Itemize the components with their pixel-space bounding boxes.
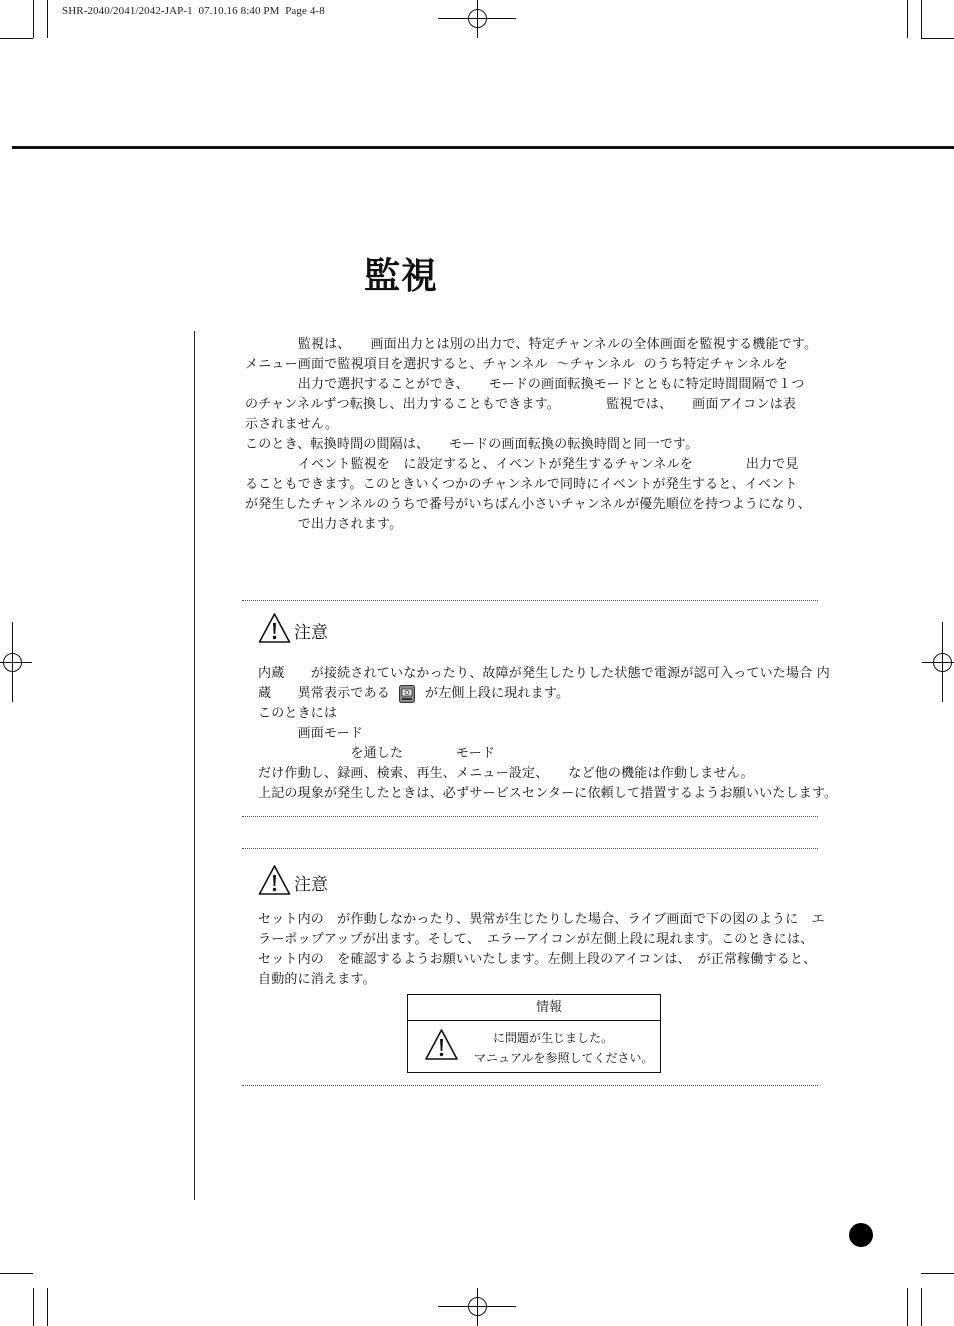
- caution-line: を通した モード: [258, 746, 496, 761]
- caution-line: セット内の が作動しなかったり、異常が生じたりした場合、ライブ画面で下の図のように エ: [258, 912, 825, 927]
- dialog-message-line: に問題が生じました。: [493, 1031, 614, 1045]
- body-line: 出力で選択することができ、 モードの画面転換モードとともに特定時間間隔で１つ: [245, 377, 805, 392]
- body-paragraph: [245, 335, 835, 535]
- caution-line-part: 蔵 異常表示である: [258, 686, 391, 701]
- caution-line: ラーポップアップが出ます。そして、 エラーアイコンが左側上段に現れます。このときには、: [258, 932, 814, 947]
- hdd-error-icon: [399, 685, 415, 703]
- body-line: このとき、転換時間の間隔は、 モードの画面転換の転換時間と同一です。: [245, 437, 699, 452]
- caution-title: 注意: [294, 875, 328, 895]
- caution-heading: [258, 610, 328, 644]
- caution-body: [258, 664, 838, 804]
- caution-line: だけ作動し、録画、検索、再生、メニュー設定、 など他の機能は作動しません。: [258, 766, 754, 781]
- caution-line: 自動的に消えます。: [258, 972, 376, 987]
- caution-line: 上記の現象が発生したときは、必ずサービスセンターに依頼して措置するようお願いいたします。: [258, 786, 838, 801]
- body-line: イベント監視を に設定すると、イベントが発生するチャンネルを 出力で見: [245, 457, 799, 472]
- header-rule: [12, 146, 954, 149]
- dialog-title: 情報: [408, 995, 660, 1021]
- dotted-divider: [242, 600, 818, 601]
- warning-triangle-icon: [258, 864, 291, 896]
- caution-line: このときには: [258, 706, 338, 721]
- registration-mark-left: [0, 622, 32, 702]
- body-line: 示されません。: [245, 417, 339, 432]
- warning-triangle-icon: [258, 612, 291, 644]
- warning-triangle-icon: [424, 1028, 459, 1061]
- body-line: メニュー画面で監視項目を選択すると、チャンネル ～チャンネル のうち特定チャンネルを: [245, 357, 788, 372]
- dotted-divider: [242, 1085, 818, 1086]
- caution-title: 注意: [294, 623, 328, 643]
- registration-mark-top: [438, 0, 516, 38]
- dialog-message-line: マニュアルを参照してください。: [474, 1051, 654, 1065]
- body-line: のチャンネルずつ転換し、出力することもできます。 監視では、 画面アイコンは表: [245, 397, 797, 412]
- dotted-divider: [242, 816, 818, 817]
- info-dialog: [407, 994, 661, 1073]
- caution-line: 内蔵 が接続されていなかったり、故障が発生したりした状態で電源が認可入っていた場合 内: [258, 666, 830, 681]
- registration-mark-bottom: [438, 1288, 516, 1326]
- caution-line-part: が左側上段に現れます。: [425, 686, 570, 701]
- caution-body: [258, 910, 828, 990]
- body-line: が発生したチャンネルのうちで番号がいちばん小さいチャンネルが優先順位を持つようになり、: [245, 497, 811, 512]
- margin-rule: [194, 331, 195, 1200]
- page-number-badge: [849, 1223, 873, 1247]
- print-header: SHR-2040/2041/2042-JAP-1 07.10.16 8:40 PM Page 4-8: [62, 5, 325, 17]
- registration-mark-right: [922, 622, 954, 702]
- caution-heading: [258, 862, 328, 896]
- body-line: 監視は、 画面出力とは別の出力で、特定チャンネルの全体画面を監視する機能です。: [245, 337, 818, 352]
- caution-line: 画面モード: [258, 726, 364, 741]
- caution-line: [258, 684, 828, 704]
- dotted-divider: [242, 848, 818, 849]
- caution-line: セット内の を確認するようお願いいたします。左側上段のアイコンは、 が正常稼働すると、: [258, 952, 817, 967]
- page-title: 監視: [364, 256, 439, 297]
- body-line: ることもできます。このときいくつかのチャンネルで同時にイベントが発生すると、イベント: [245, 477, 798, 492]
- body-line: で出力されます。: [245, 517, 403, 532]
